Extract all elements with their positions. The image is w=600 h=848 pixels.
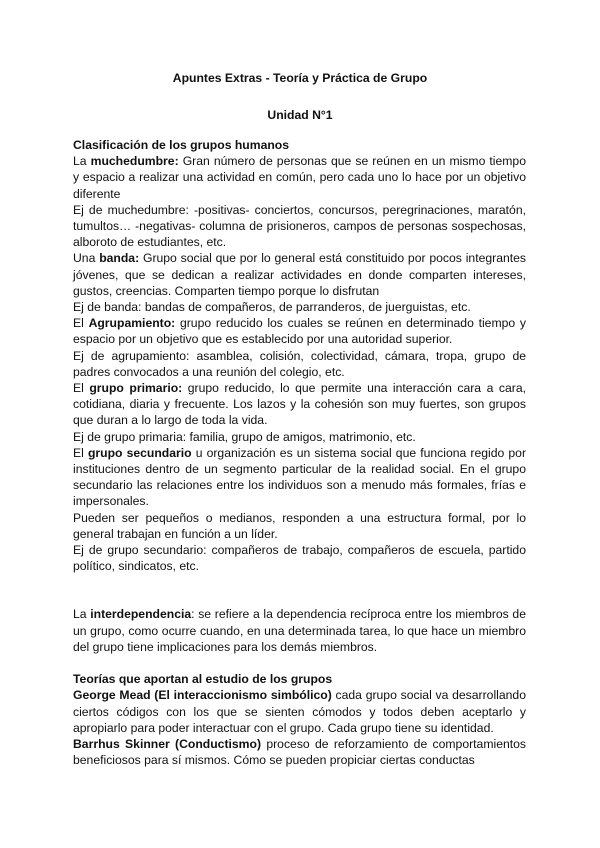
- term-agrupamiento: Agrupamiento:: [88, 316, 176, 331]
- text-prefix: El: [73, 316, 89, 331]
- example-banda: Ej de banda: bandas de compañeros, de parranderos, de juerguistas, etc.: [73, 300, 471, 315]
- text-prefix: La: [73, 607, 91, 622]
- definition-text: proceso de reforzamiento de comportamientos beneficiosos para sí mismos. Cómo se pueden propiciar ciertas conductas: [73, 736, 527, 768]
- definition-text: cada grupo social va desarrollando ciertos códigos con los que se sienten cómodos y todos deben aceptarlo y apropiarlo para poder interactuar con el grupo. Cada grupo tiene su identidad.: [73, 688, 526, 735]
- term-muchedumbre: muchedumbre:: [90, 154, 179, 169]
- term-skinner: Barrhus Skinner (Conductismo): [73, 736, 262, 751]
- paragraph-skinner: [73, 736, 526, 768]
- paragraph-grupo-primario: [73, 380, 526, 429]
- paragraph-secundario-extra: Pueden ser pequeños o medianos, responden a una estructura formal, por lo general trabajan en función a un líder.: [73, 510, 526, 541]
- document-body: [73, 137, 526, 768]
- term-mead: George Mead (El interaccionismo simbólico): [73, 688, 332, 703]
- term-grupo-primario: grupo primario:: [89, 381, 183, 396]
- section-heading-teorias: Teorías que aportan al estudio de los grupos: [73, 672, 333, 687]
- paragraph-grupo-secundario: [73, 445, 526, 510]
- paragraph-mead: [73, 687, 526, 736]
- example-agrupamiento: Ej de agrupamiento: asamblea, colisión, colectividad, cámara, tropa, grupo de padres convocados a una reunión del colegio, etc.: [73, 348, 526, 379]
- example-muchedumbre: Ej de muchedumbre: -positivas- conciertos, concursos, peregrinaciones, maratón, tumultos… -negativas- columna de prisioneros, campos de personas sospechosas, alboroto de estudiantes, etc.: [73, 202, 526, 250]
- example-grupo-secundario: Ej de grupo secundario: compañeros de trabajo, compañeros de escuela, partido político, sindicatos, etc.: [73, 543, 526, 574]
- vertical-spacer: [73, 574, 526, 606]
- definition-text: : se refiere a la dependencia recíproca entre los miembros de un grupo, como ocurre cuando, en una determinada tarea, lo que hace un miembro del grupo tiene implicaciones para los demás miembros.: [73, 607, 526, 654]
- text-prefix: Una: [73, 251, 100, 266]
- term-interdependencia: interdependencia: [90, 607, 192, 622]
- paragraph-banda: [73, 250, 526, 299]
- text-prefix: El: [73, 381, 90, 396]
- term-banda: banda:: [99, 251, 140, 266]
- definition-text: u organización es un sistema social que funciona regido por instituciones dentro de un segmento particular de la realidad social. En el grupo secundario las relaciones entre los individuos son a menudo más formales, frías e impersonales.: [73, 445, 527, 509]
- section-heading-clasificacion: Clasificación de los grupos humanos: [73, 138, 290, 152]
- term-grupo-secundario: grupo secundario: [87, 445, 192, 460]
- definition-text: Gran número de personas que se reúnen en un mismo tiempo y espacio a realizar una actividad en común, pero cada uno lo hace por un objetivo diferente: [73, 154, 526, 201]
- text-prefix: El: [73, 445, 88, 460]
- example-grupo-primario: Ej de grupo primaria: familia, grupo de amigos, matrimonio, etc.: [73, 429, 416, 444]
- paragraph-agrupamiento: [73, 315, 526, 347]
- definition-text: grupo reducido, lo que permite una interacción cara a cara, cotidiana, diaria y frecuente. Los lazos y la cohesión son muy fuertes, son grupos que duran a lo largo de toda la vida.: [73, 381, 526, 428]
- definition-text: Grupo social que por lo general está constituido por pocos integrantes jóvenes, que se dedican a realizar actividades en donde comparten intereses, gustos, creencias. Comparten tiempo porque lo disfrutan: [73, 251, 527, 298]
- definition-text: grupo reducido los cuales se reúnen en determinado tiempo y espacio por un objetivo que es establecido por una autoridad superior.: [73, 316, 526, 347]
- text-prefix: La: [73, 154, 91, 169]
- paragraph-interdependencia: [73, 606, 526, 655]
- paragraph-muchedumbre: [73, 153, 526, 202]
- vertical-spacer: [73, 655, 526, 671]
- document-title: Apuntes Extras - Teoría y Práctica de Grupo: [172, 71, 428, 85]
- unit-title: Unidad N°1: [267, 108, 333, 122]
